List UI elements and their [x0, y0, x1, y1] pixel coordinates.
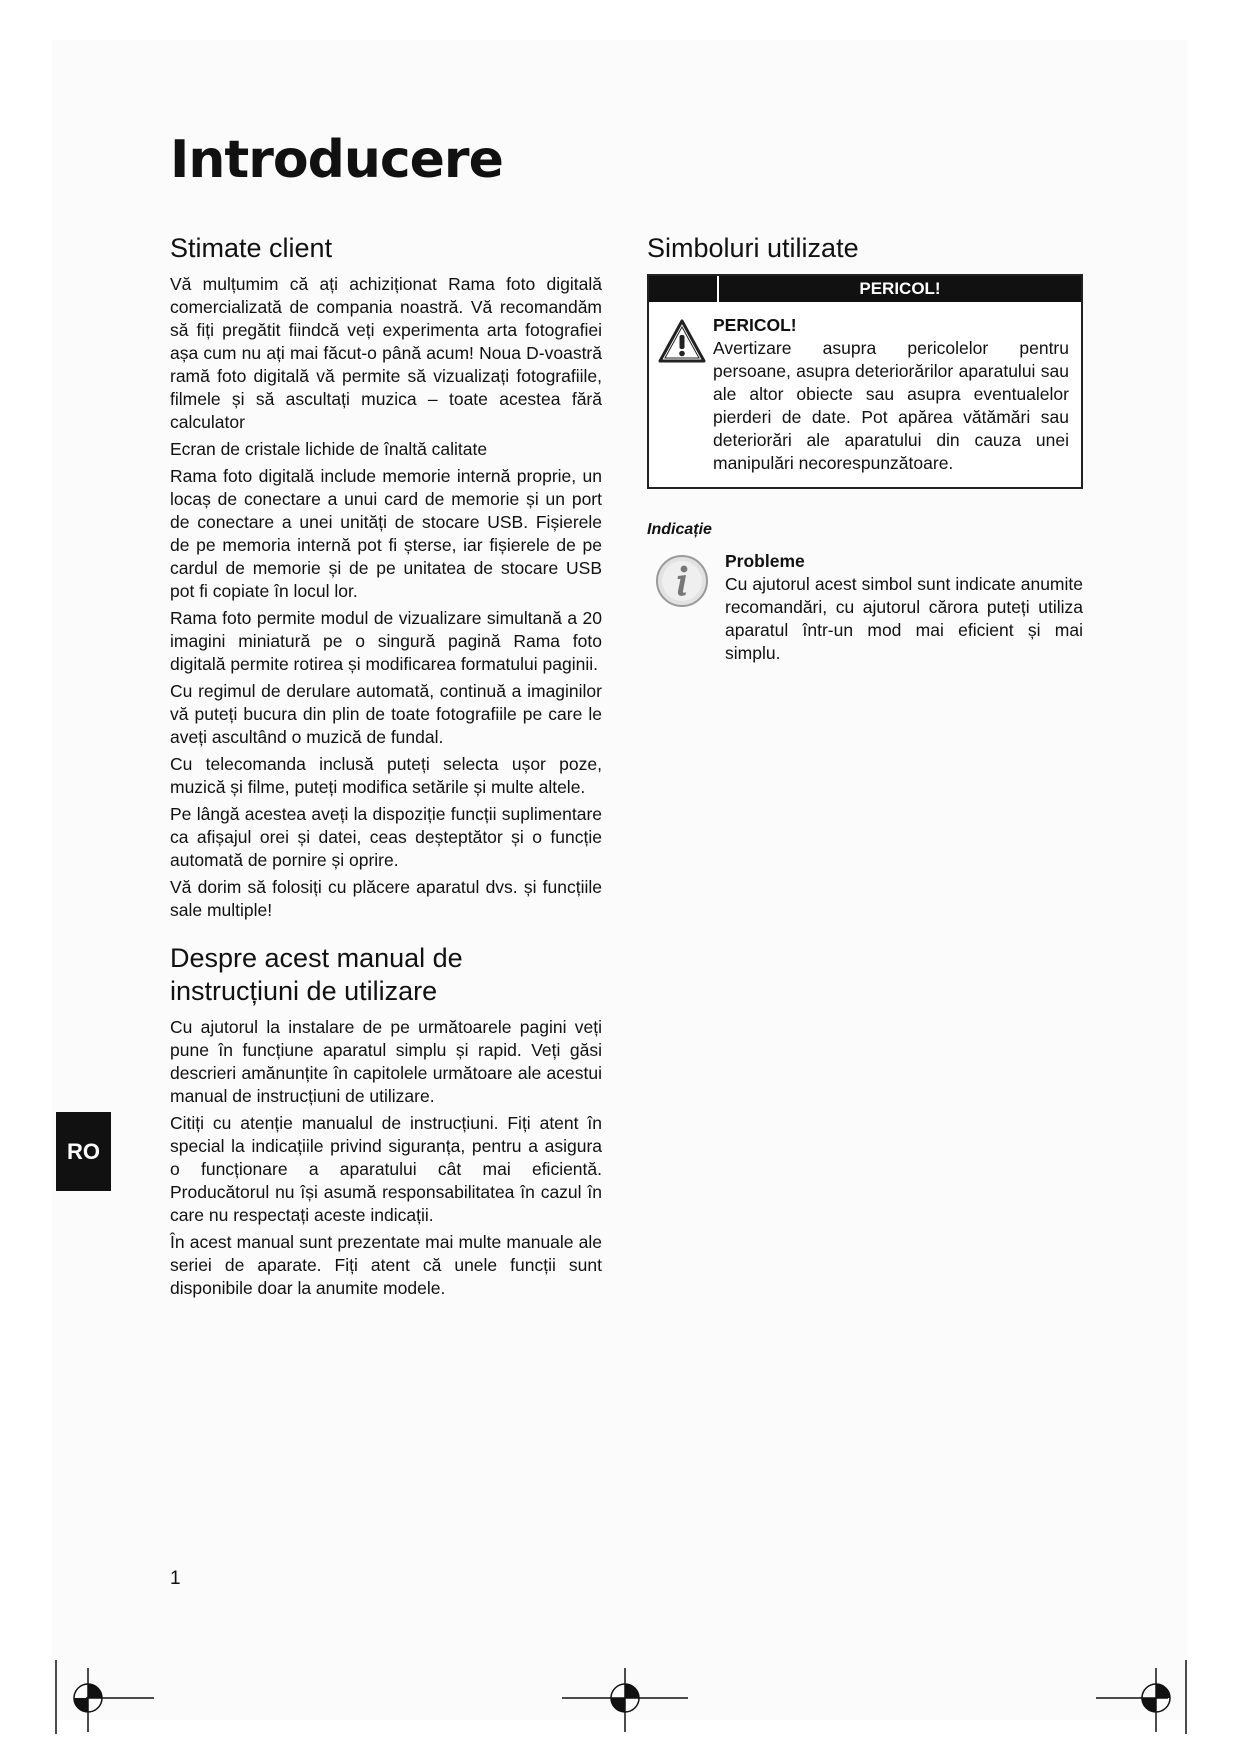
registration-mark-icon — [1096, 1660, 1206, 1740]
paragraph: Cu ajutorul la instalare de pe următoarele pagini veți pune în funcțiune aparatul simplu și rapid. Veți găsi descrieri amănunțite în capitolele următoare ale acestui manual de instrucțiuni de utilizare. — [170, 1017, 602, 1106]
paragraph: Cu telecomanda inclusă puteți selecta ușor poze, muzică și filme, puteți modifica setările și multe altele. — [170, 754, 602, 797]
paragraph: Cu regimul de derulare automată, continuă a imaginilor vă puteți bucura din plin de toate fotografiile pe care le aveți ascultând o muzică de fundal. — [170, 681, 602, 747]
section-heading-stimate-client: Stimate client — [170, 233, 333, 263]
paragraph: Rama foto permite modul de vizualizare simultană a 20 imagini miniatură pe o singură pagină Rama foto digitală permite rotirea și modificarea formatului paginii. — [170, 608, 602, 674]
info-icon — [647, 550, 725, 669]
left-column — [170, 232, 602, 1304]
danger-title: PERICOL! — [713, 315, 797, 335]
note-text: Cu ajutorul acest simbol sunt indicate anumite recomandări, cu ajutorul cărora puteți utiliza aparatul într-un mod mai eficient și mai simplu. — [725, 574, 1083, 663]
paragraph: Pe lângă acestea aveți la dispoziție funcții suplimentare ca afișajul orei și datei, ceas deșteptător și o funcție automată de pornire și oprire. — [170, 804, 602, 870]
paragraph: Vă mulțumim că ați achiziționat Rama foto digitală comercializată de compania noastră. Vă recomandăm să fiți pregătit fiindcă veți experimenta arta fotografiei așa cum nu ați mai făcut-o până acum! Noua D-voastră ramă foto digitală vă permite să vizualizați fotografiile, filmele și să ascultați muzica – toate acestea fără calculator — [170, 274, 602, 432]
section-manual — [170, 942, 602, 1300]
registration-mark-icon — [560, 1660, 690, 1740]
danger-text: Avertizare asupra pericolelor pentru persoane, asupra deteriorărilor aparatului sau ale altor obiecte sau asupra eventualelor pierderi de date. Pot apărea vătămări sau deteriorări ale aparatului din cauza unei manipulări necorespunzătoare. — [713, 338, 1069, 473]
paragraph: Citiți cu atenție manualul de instrucțiuni. Fiți atent în special la indicațiile privind siguranța, pentru a asigura o funcționare a aparatului cât mai eficientă. Producătorul nu își asumă responsabilitatea în cazul în care nu respectați aceste indicații. — [170, 1113, 602, 1225]
page-title: Introducere — [170, 130, 503, 190]
danger-header — [649, 276, 1081, 302]
note-block — [647, 550, 1083, 669]
heading-line-2: instrucțiuni de utilizare — [170, 976, 438, 1006]
page-number: 1 — [170, 1568, 181, 1589]
danger-header-label: PERICOL! — [859, 279, 941, 298]
section-heading-simboluri: Simboluri utilizate — [647, 233, 859, 263]
warning-triangle-icon — [657, 314, 713, 479]
paragraph: Vă dorim să folosiți cu plăcere aparatul dvs. și funcțiile sale multiple! — [170, 877, 602, 920]
note-title: Probleme — [725, 551, 805, 571]
paragraph: În acest manual sunt prezentate mai multe manuale ale seriei de aparate. Fiți atent că unele funcții sunt disponibile doar la anumite modele. — [170, 1232, 602, 1298]
section-heading-manual — [170, 942, 602, 1008]
note-label: Indicație — [647, 521, 712, 538]
registration-mark-icon — [50, 1660, 160, 1740]
language-tab: RO — [56, 1112, 111, 1191]
paragraph: Ecran de cristale lichide de înaltă calitate — [170, 439, 488, 459]
right-column — [647, 232, 1083, 669]
danger-box — [647, 274, 1083, 489]
heading-line-1: Despre acest manual de — [170, 943, 463, 973]
paragraph: Rama foto digitală include memorie internă proprie, un locaș de conectare a unui card de memorie și un port de conectare a unei unități de stocare USB. Fișierele de pe memoria internă pot fi șterse, iar fișierele de pe cardul de memorie și de pe unitatea de stocare USB pot fi copiate în locul lor. — [170, 466, 602, 601]
